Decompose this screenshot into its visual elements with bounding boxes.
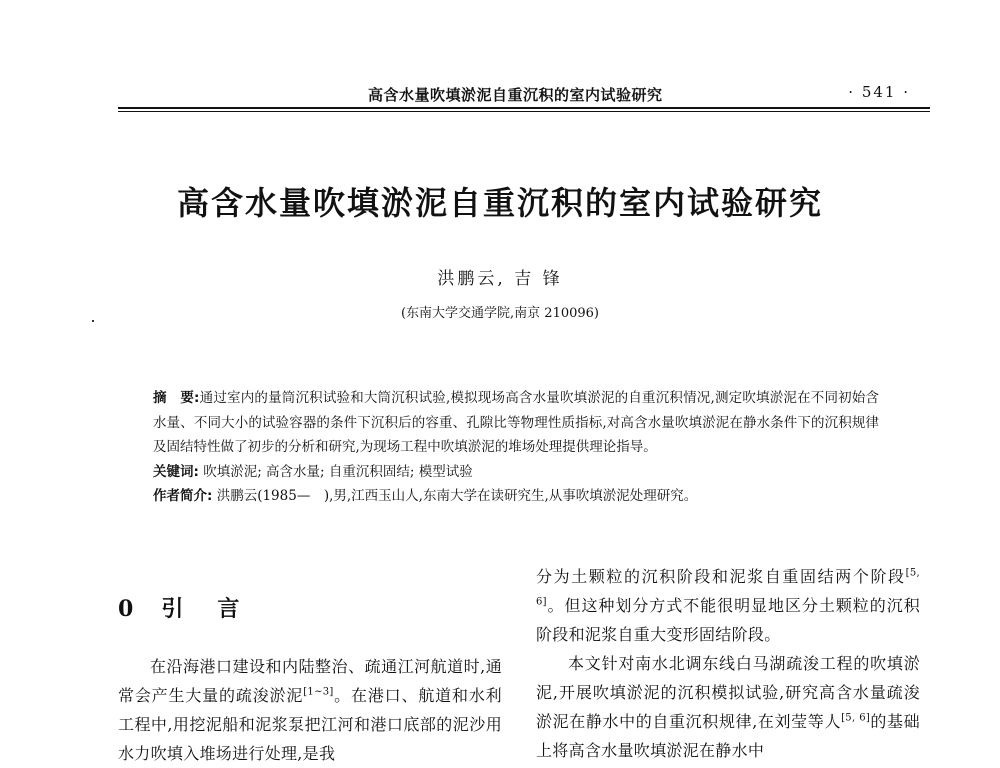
keywords-text: 吹填淤泥; 高含水量; 自重沉积固结; 模型试验 [203, 463, 473, 480]
scan-speck [92, 320, 94, 322]
body-text-segment: 。在港口、航道和水利工程中,用挖泥船和泥浆泵把江河和港口底部的泥沙用水力吹填入堆场进行处理,是我 [118, 686, 502, 763]
header-rule-thick [118, 107, 930, 109]
running-header-title: 高含水量吹填淤泥自重沉积的室内试验研究 [368, 86, 663, 104]
keywords-line [153, 460, 879, 485]
citation: [5, 6] [841, 712, 871, 724]
running-header [118, 84, 930, 114]
keywords-label: 关键词: [153, 463, 199, 480]
body-text-segment: 的基础上将高含水量吹填淤泥在静水中 [536, 712, 920, 760]
body-text-segment: 分为土颗粒的沉积阶段和泥浆自重固结两个阶段 [536, 567, 906, 586]
author-bio-line [153, 484, 879, 509]
section-number: 0 [118, 596, 140, 622]
abstract-block [153, 386, 879, 509]
body-text-segment: 。但这种划分方式不能很明显地区分土颗粒的沉积阶段和泥浆自重大变形固结阶段。 [536, 596, 920, 644]
section-heading [118, 594, 502, 652]
body-text-segment: 在沿海港口建设和内陆整治、疏通江河航道时,通常会产生大量的疏浚淤泥 [118, 657, 502, 705]
body-paragraph [536, 649, 920, 765]
paper-authors: 洪鹏云, 吉 锋 [437, 269, 563, 289]
body-paragraph [118, 652, 502, 768]
author-bio-label: 作者简介: [153, 488, 213, 504]
body-text-segment: 本文针对南水北调东线白马湖疏浚工程的吹填淤泥,开展吹填淤泥的沉积模拟试验,研究高含水量疏浚淤泥在静水中的自重沉积规律,在刘莹等人 [536, 654, 920, 731]
abstract-paragraph [153, 386, 879, 460]
right-column [536, 562, 920, 765]
abstract-text: 通过室内的量筒沉积试验和大筒沉积试验,模拟现场高含水量吹填淤泥的自重沉积情况,测定吹填淤泥在不同初始含水量、不同大小的试验容器的条件下沉积后的容重、孔隙比等物理性质指标,对高含水量吹填淤泥在静水条件下的沉积规律及固结特性做了初步的分析和研究,为现场工程中吹填淤泥的堆场处理提供理论指导。 [153, 390, 879, 455]
author-bio-text: 洪鹏云(1985— ),男,江西玉山人,东南大学在读研究生,从事吹填淤泥处理研究。 [216, 488, 698, 504]
abstract-label: 摘 要: [153, 390, 200, 406]
citation: [5, 6] [536, 567, 920, 608]
paper-affiliation: (东南大学交通学院,南京 210096) [400, 306, 600, 321]
header-rule-thin [118, 111, 930, 112]
section-title: 引 言 [161, 596, 246, 622]
page-number: · 541 · [848, 83, 910, 101]
paper-title: 高含水量吹填淤泥自重沉积的室内试验研究 [176, 184, 823, 222]
left-column [118, 594, 502, 768]
body-paragraph [536, 562, 920, 649]
citation: [1~3] [303, 686, 334, 698]
